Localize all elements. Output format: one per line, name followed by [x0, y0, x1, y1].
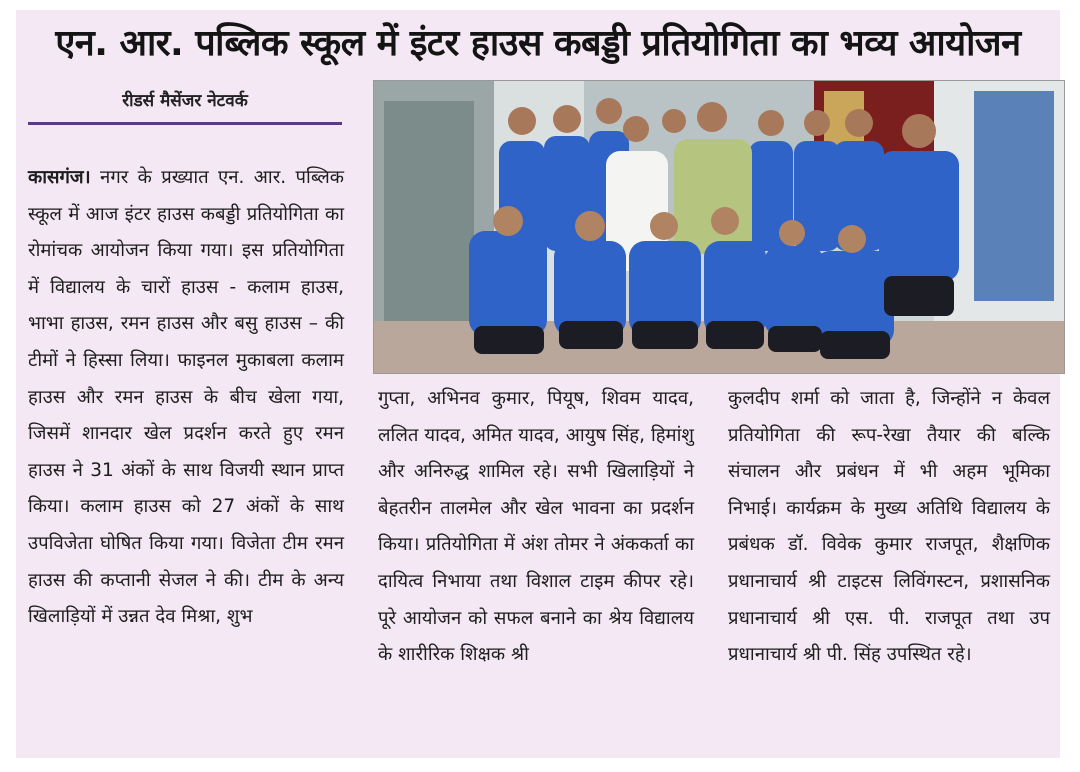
byline-rule: [28, 122, 342, 125]
article-column-2: [378, 381, 694, 674]
team-photo: [373, 80, 1065, 374]
column-1-text: नगर के प्रख्यात एन. आर. पब्लिक स्कूल में आज इंटर हाउस कबड्डी प्रतियोगिता का रोमांचक आयोजन किया गया। इस प्रतियोगिता में विद्यालय के चारों हाउस - कलाम हाउस, भाभा हाउस, रमन हाउस और बसु हाउस – की टीमों ने हिस्सा लिया। फाइनल मुकाबला कलाम हाउस और रमन हाउस के बीच खेला गया, जिसमें शानदार खेल प्रदर्शन करते हुए रमन हाउस ने 31 अंकों के साथ विजयी स्थान प्राप्त किया। कलाम हाउस को 27 अंकों के साथ उपविजेता घोषित किया गया। विजेता टीम रमन हाउस की कप्तानी सेजल ने की। टीम के अन्य खिलाड़ियों में उन्नत देव मिश्रा, शुभ: [28, 167, 344, 628]
article-column-1: [28, 160, 344, 636]
column-2-text: गुप्ता, अभिनव कुमार, पियूष, शिवम यादव, ललित यादव, अमित यादव, आयुष सिंह, हिमांशु और अनिरुद्ध शामिल रहे। सभी खिलाड़ियों ने बेहतरीन तालमेल और खेल भावना का प्रदर्शन किया। प्रतियोगिता में अंश तोमर ने अंककर्ता का दायित्व निभाया तथा विशाल टाइम कीपर रहे। पूरे आयोजन को सफल बनाने का श्रेय विद्यालय के शारीरिक शिक्षक श्री: [378, 388, 694, 666]
headline: एन. आर. पब्लिक स्कूल में इंटर हाउस कबड्डी प्रतियोगिता का भव्य आयोजन: [55, 23, 1021, 64]
column-1-paragraph: [28, 160, 344, 636]
byline: रीडर्स मैसेंजर नेटवर्क: [122, 91, 248, 111]
dateline: कासगंज।: [28, 167, 91, 188]
article-column-3: [728, 381, 1050, 674]
team-photo-illustration: [374, 81, 1064, 373]
column-3-text: कुलदीप शर्मा को जाता है, जिन्होंने न केवल प्रतियोगिता की रूप-रेखा तैयार की बल्कि संचालन और प्रबंधन में भी अहम भूमिका निभाई। कार्यक्रम के मुख्य अतिथि विद्यालय के प्रबंधक डॉ. विवेक कुमार राजपूत, शैक्षणिक प्रधानाचार्य श्री टाइटस लिविंगस्टन, प्रशासनिक प्रधानाचार्य श्री एस. पी. राजपूत तथा उप प्रधानाचार्य श्री पी. सिंह उपस्थित रहे।: [728, 388, 1050, 666]
